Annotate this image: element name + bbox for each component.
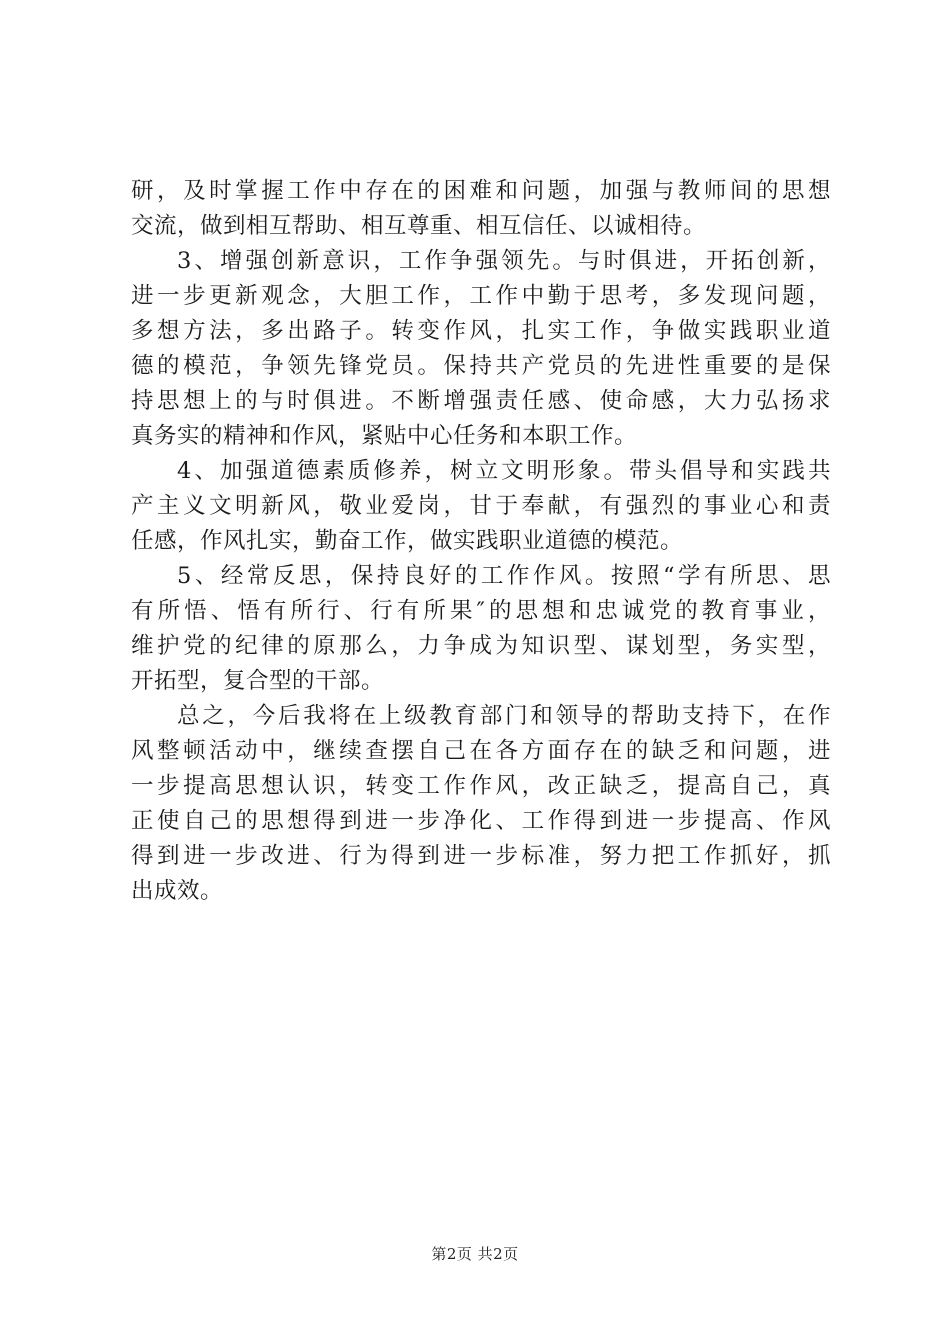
text-line: 开拓型，复合型的干部。: [131, 668, 385, 694]
text-line: 5、经常反思，保持良好的工作作风。按照“学有所思、思: [177, 563, 831, 589]
text-line: 一步提高思想认识，转变工作作风，改正缺乏，提高自己，真: [131, 773, 831, 799]
text-line: 正使自己的思想得到进一步净化、工作得到进一步提高、作风: [131, 808, 831, 834]
text-line: 出成效。: [131, 878, 224, 904]
text-line: 维护党的纪律的原那么，力争成为知识型、谋划型，务实型，: [131, 633, 831, 659]
text-line: 总之，今后我将在上级教育部门和领导的帮助支持下，在作: [177, 703, 831, 729]
text-line: 持思想上的与时俱进。不断增强责任感、使命感，大力弘扬求: [131, 388, 831, 414]
text-line: 风整顿活动中，继续查摆自己在各方面存在的缺乏和问题，进: [131, 738, 831, 764]
text-line: 交流，做到相互帮助、相互尊重、相互信任、以诚相待。: [131, 213, 707, 239]
text-line: 进一步更新观念，大胆工作，工作中勤于思考，多发现问题，: [131, 283, 831, 309]
text-line: 有所悟、悟有所行、行有所果″的思想和忠诚党的教育事业，: [131, 598, 831, 624]
text-line: 产主义文明新风，敬业爱岗，甘于奉献，有强烈的事业心和责: [131, 493, 831, 519]
text-line: 德的模范，争领先锋党员。保持共产党员的先进性重要的是保: [131, 353, 831, 379]
text-line: 得到进一步改进、行为得到进一步标准，努力把工作抓好，抓: [131, 843, 831, 869]
text-line: 3、增强创新意识，工作争强领先。与时俱进，开拓创新，: [177, 248, 831, 274]
document-body: [131, 174, 831, 909]
text-line: 4、加强道德素质修养，树立文明形象。带头倡导和实践共: [177, 458, 831, 484]
text-line: 真务实的精神和作风，紧贴中心任务和本职工作。: [131, 423, 638, 449]
text-line: 多想方法，多出路子。转变作风，扎实工作，争做实践职业道: [131, 318, 831, 344]
text-line: 研，及时掌握工作中存在的困难和问题，加强与教师间的思想: [131, 178, 831, 204]
page-footer: 第2页 共2页: [431, 1245, 519, 1263]
text-line: 任感，作风扎实，勤奋工作，做实践职业道德的模范。: [131, 528, 684, 554]
